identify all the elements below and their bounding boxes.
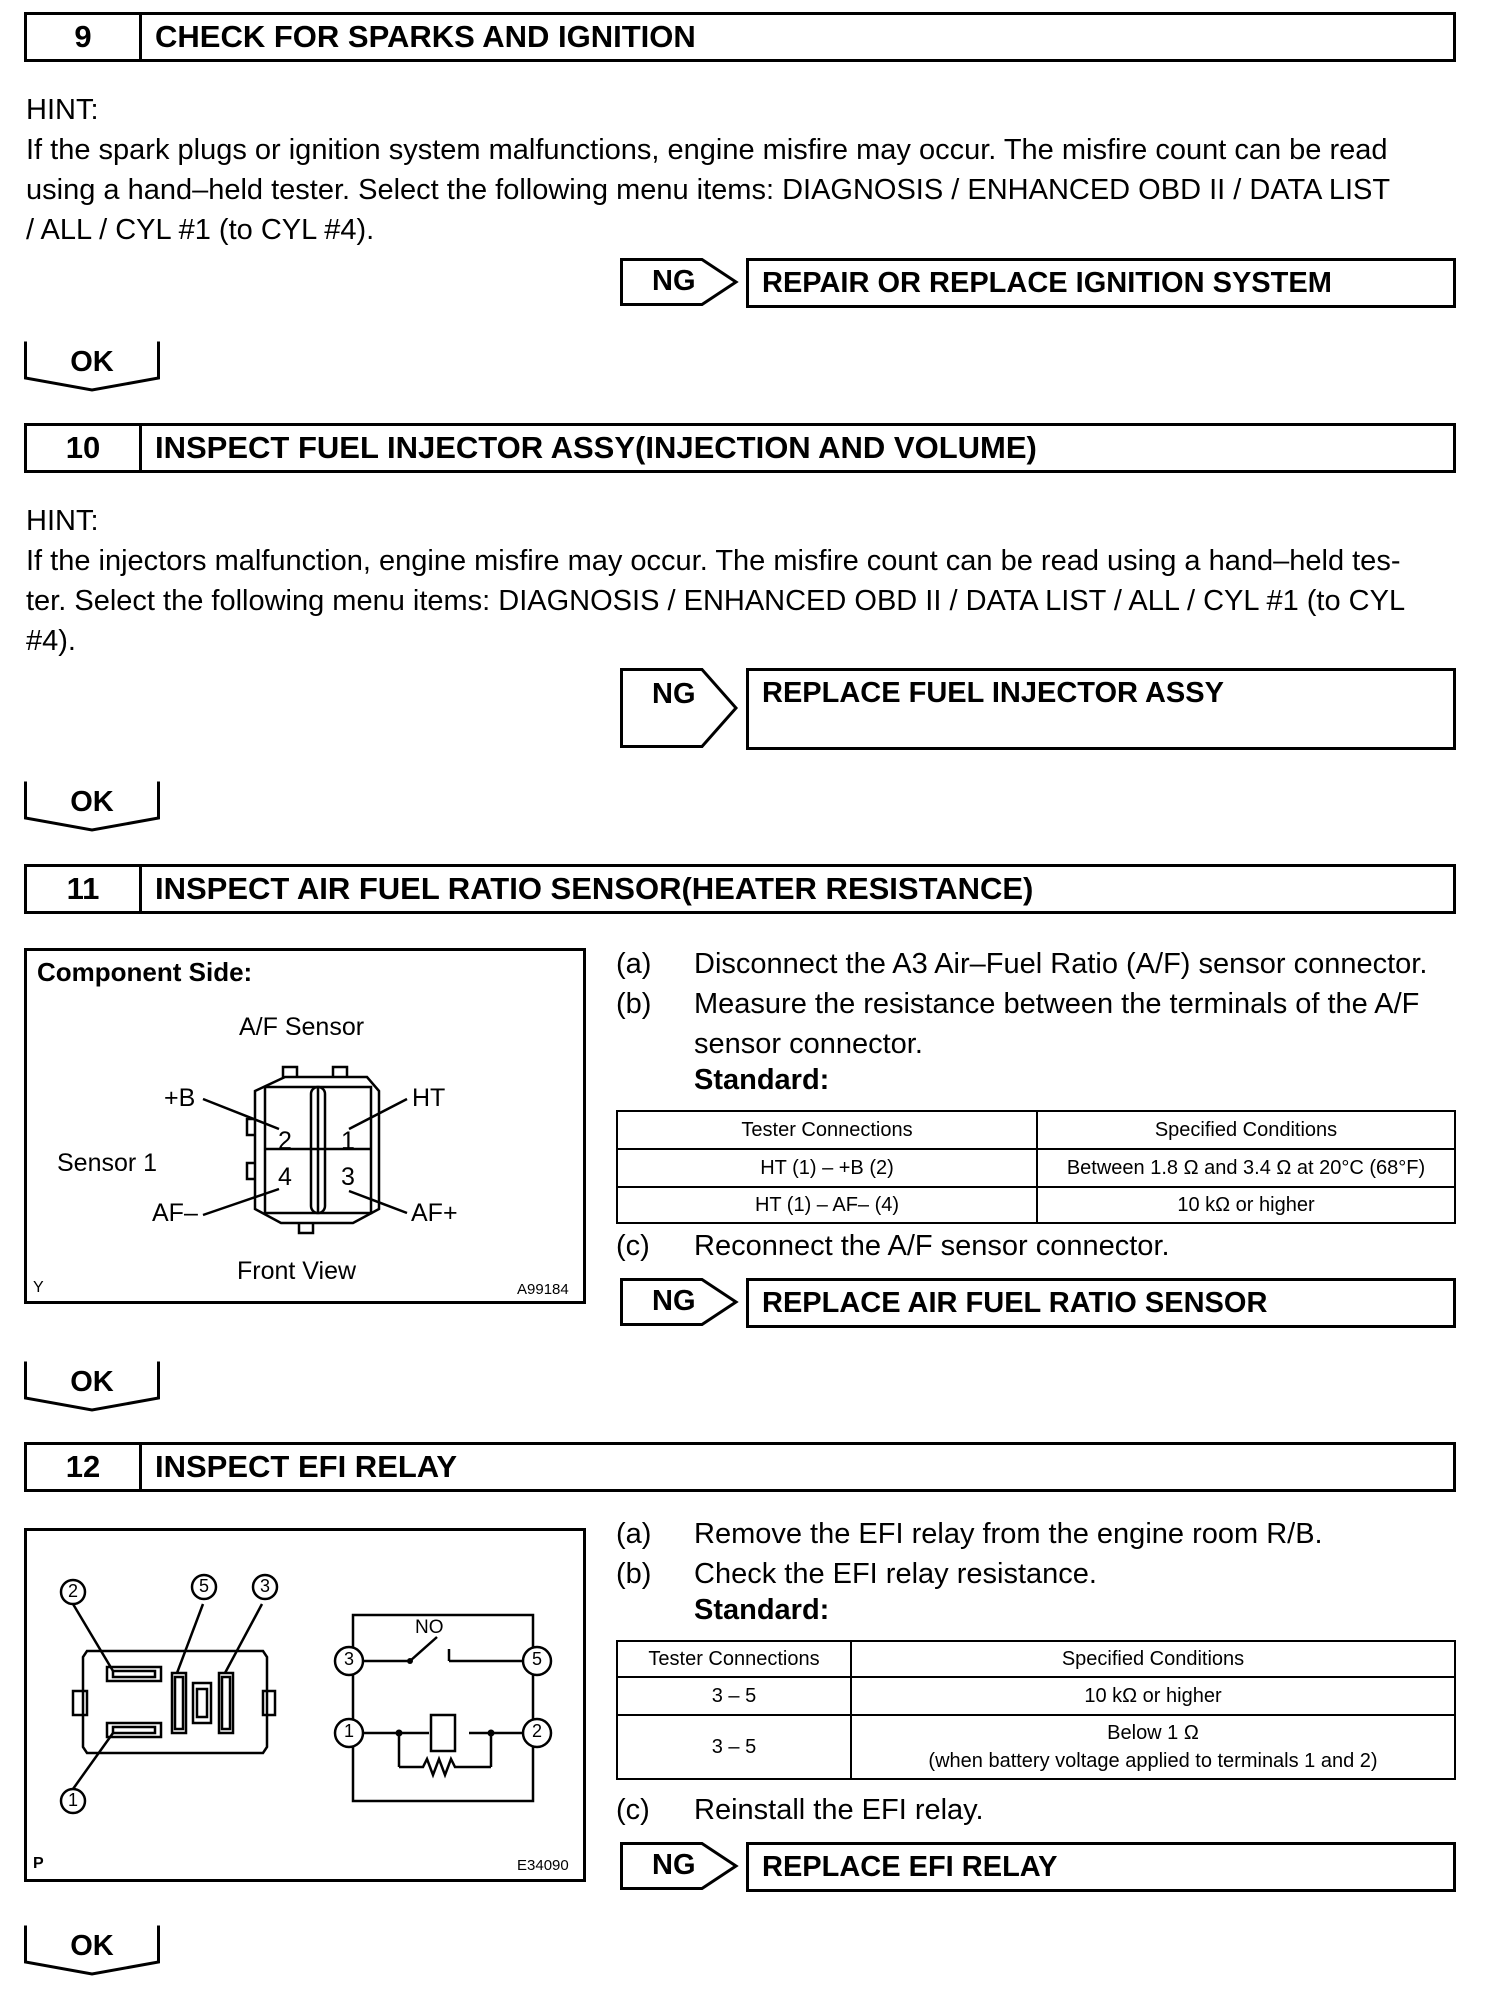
sensor-name: A/F Sensor	[239, 1013, 365, 1041]
table-cell: 3 – 5	[617, 1677, 851, 1715]
item-label: (a)	[616, 1518, 652, 1550]
ok-label: OK	[70, 1366, 114, 1398]
ng-result-box: REPLACE EFI RELAY	[746, 1842, 1456, 1892]
hint-line: ter. Select the following menu items: DIAGNOSIS / ENHANCED OBD II / DATA LIST / ALL / CYL #1 (to CYL	[26, 585, 1406, 617]
table-header: Specified Conditions	[1037, 1111, 1455, 1149]
efi-relay-figure	[24, 1528, 586, 1882]
item-label: (b)	[616, 1558, 652, 1590]
item-label: (a)	[616, 948, 652, 980]
ng-label: NG	[652, 1849, 696, 1881]
hint-line: / ALL / CYL #1 (to CYL #4).	[26, 214, 375, 246]
step-number: 12	[27, 1445, 142, 1489]
table-header: Tester Connections	[617, 1111, 1037, 1149]
step-12-header	[24, 1442, 1456, 1492]
step-10-header	[24, 423, 1456, 473]
figure-heading: Component Side:	[37, 957, 253, 987]
step-number: 9	[27, 15, 142, 59]
step-9-header	[24, 12, 1456, 62]
terminal-5-label: 5	[198, 1576, 209, 1596]
step-11-header	[24, 864, 1456, 914]
hint-text	[26, 130, 1456, 250]
ok-label: OK	[70, 346, 114, 378]
step-number: 11	[27, 867, 142, 911]
item-text: Reinstall the EFI relay.	[694, 1794, 984, 1826]
hint-label: HINT:	[26, 94, 99, 126]
ng-result-box: REPAIR OR REPLACE IGNITION SYSTEM	[746, 258, 1456, 308]
pin-2: 2	[278, 1127, 292, 1155]
table-row	[617, 1187, 1455, 1223]
schematic-terminal-1: 1	[343, 1721, 354, 1741]
table-cell: HT (1) – +B (2)	[617, 1149, 1037, 1187]
af-sensor-figure	[24, 948, 586, 1304]
spec-table	[616, 1640, 1456, 1780]
pin-1: 1	[341, 1127, 355, 1155]
pin-label-af-minus: AF–	[152, 1199, 198, 1227]
table-cell: 10 kΩ or higher	[1037, 1187, 1455, 1223]
hint-line: If the injectors malfunction, engine misfire may occur. The misfire count can be read using a hand–held tes-	[26, 545, 1401, 577]
step-title: INSPECT EFI RELAY	[155, 1449, 458, 1484]
table-cell-line: Below 1 Ω	[1107, 1722, 1199, 1744]
terminal-2-label: 2	[67, 1581, 78, 1601]
table-cell-line: (when battery voltage applied to terminals 1 and 2)	[928, 1750, 1378, 1772]
ng-result-box: REPLACE FUEL INJECTOR ASSY	[746, 668, 1456, 750]
corner-letter: P	[33, 1855, 44, 1872]
standard-label: Standard:	[694, 1064, 830, 1096]
table-header: Specified Conditions	[851, 1641, 1455, 1677]
item-label: (c)	[616, 1230, 650, 1262]
corner-letter: Y	[33, 1279, 44, 1296]
ok-label: OK	[70, 1930, 114, 1962]
step-title: CHECK FOR SPARKS AND IGNITION	[155, 19, 696, 54]
hint-label: HINT:	[26, 505, 99, 537]
item-label: (b)	[616, 988, 652, 1020]
table-header: Tester Connections	[617, 1641, 851, 1677]
item-text: Check the EFI relay resistance.	[694, 1558, 1097, 1590]
figure-code: A99184	[517, 1281, 569, 1298]
spec-table	[616, 1110, 1456, 1224]
item-label: (c)	[616, 1794, 650, 1826]
table-row	[617, 1677, 1455, 1715]
relay-drawing	[27, 1531, 583, 1879]
schematic-terminal-5: 5	[531, 1649, 542, 1669]
connector-drawing	[27, 951, 583, 1301]
sensor-label: Sensor 1	[57, 1149, 158, 1177]
ok-label: OK	[70, 786, 114, 818]
ng-label: NG	[652, 1285, 696, 1317]
table-header-row	[617, 1641, 1455, 1677]
table-row	[617, 1149, 1455, 1187]
standard-label: Standard:	[694, 1594, 830, 1626]
hint-line: If the spark plugs or ignition system malfunctions, engine misfire may occur. The misfire count can be read	[26, 134, 1388, 166]
pin-label-ht: HT	[412, 1084, 446, 1112]
item-text: sensor connector.	[694, 1028, 923, 1060]
ok-arrow	[24, 340, 160, 392]
figure-code: E34090	[517, 1857, 569, 1874]
view-label: Front View	[237, 1257, 357, 1285]
table-row	[617, 1715, 1455, 1779]
hint-text	[26, 541, 1456, 661]
ng-label: NG	[652, 678, 696, 710]
table-header-row	[617, 1111, 1455, 1149]
step-title: INSPECT FUEL INJECTOR ASSY(INJECTION AND VOLUME)	[155, 430, 1037, 465]
table-cell: HT (1) – AF– (4)	[617, 1187, 1037, 1223]
ng-result-box: REPLACE AIR FUEL RATIO SENSOR	[746, 1278, 1456, 1328]
item-text: Measure the resistance between the terminals of the A/F	[694, 988, 1420, 1020]
hint-line: #4).	[26, 625, 76, 657]
switch-label: NO	[415, 1617, 444, 1638]
pin-label-af-plus: AF+	[411, 1199, 458, 1227]
hint-line: using a hand–held tester. Select the following menu items: DIAGNOSIS / ENHANCED OBD II / DATA LIST	[26, 174, 1391, 206]
ok-arrow	[24, 1360, 160, 1412]
table-cell: Between 1.8 Ω and 3.4 Ω at 20°C (68°F)	[1037, 1149, 1455, 1187]
item-text: Remove the EFI relay from the engine room R/B.	[694, 1518, 1323, 1550]
table-cell	[851, 1715, 1455, 1779]
pin-4: 4	[278, 1163, 292, 1191]
ok-arrow	[24, 780, 160, 832]
step-title: INSPECT AIR FUEL RATIO SENSOR(HEATER RESISTANCE)	[155, 871, 1034, 906]
item-text: Disconnect the A3 Air–Fuel Ratio (A/F) sensor connector.	[694, 948, 1428, 980]
table-cell: 3 – 5	[617, 1715, 851, 1779]
item-text: Reconnect the A/F sensor connector.	[694, 1230, 1170, 1262]
table-cell: 10 kΩ or higher	[851, 1677, 1455, 1715]
schematic-terminal-2: 2	[531, 1721, 542, 1741]
terminal-1-label: 1	[67, 1790, 78, 1810]
pin-label-plus-b: +B	[164, 1084, 196, 1112]
schematic-terminal-3: 3	[343, 1649, 354, 1669]
ok-arrow	[24, 1924, 160, 1976]
step-number: 10	[27, 426, 142, 470]
terminal-3-label: 3	[259, 1576, 270, 1596]
pin-3: 3	[341, 1163, 355, 1191]
ng-label: NG	[652, 265, 696, 297]
